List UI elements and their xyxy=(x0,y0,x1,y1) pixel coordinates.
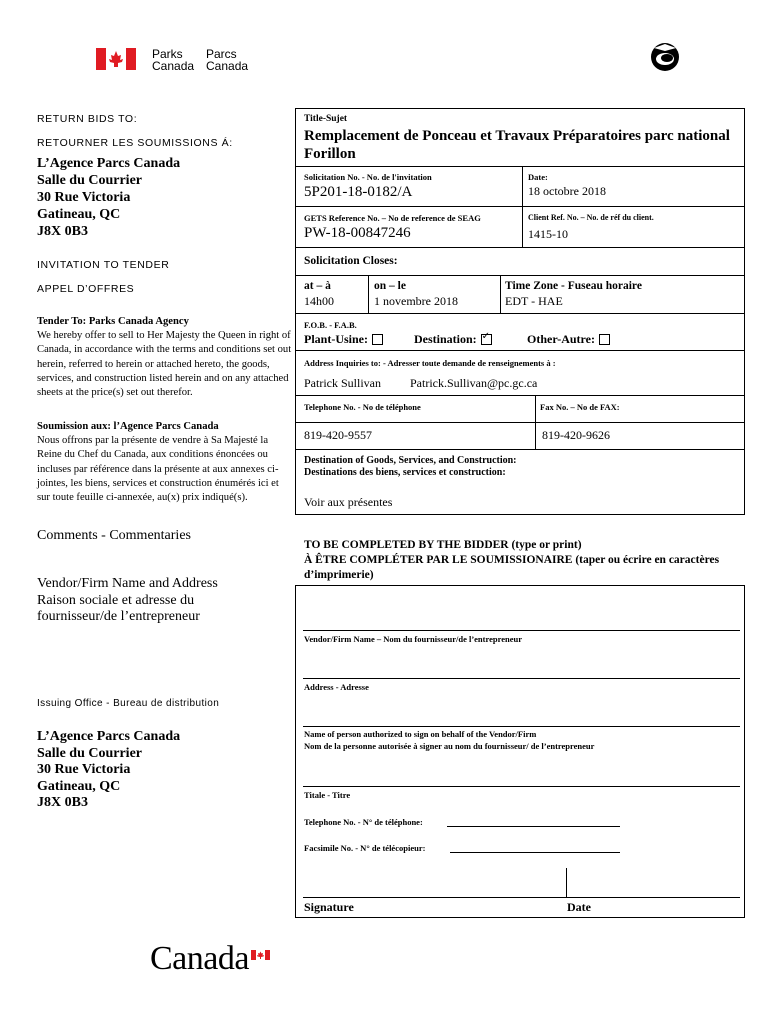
canada-wordmark: Canada xyxy=(150,940,249,977)
solicitation-label: Solicitation No. - No. de l'invitation xyxy=(304,172,432,182)
title-value: Remplacement de Ponceau et Travaux Préparatoires parc national Forillon xyxy=(304,128,730,162)
return-bids-label: RETURN BIDS TO: xyxy=(37,113,138,125)
tz-label: Time Zone - Fuseau horaire xyxy=(505,280,642,292)
canada-wordmark-flag-icon xyxy=(251,947,270,957)
signature-date-label: Date xyxy=(567,900,591,914)
return-address: L’Agence Parcs Canada Salle du Courrier 30 Rue Victoria Gatineau, QC J8X 0B3 xyxy=(37,156,181,239)
contact-email[interactable]: Patrick.Sullivan@pc.gc.ca xyxy=(410,376,538,390)
destination-checkbox[interactable] xyxy=(481,334,492,345)
plant-usine-field: Plant-Usine: xyxy=(304,332,383,347)
client-value: 1415-10 xyxy=(528,227,568,241)
bidder-tel-input[interactable] xyxy=(447,812,620,826)
signature-date-input[interactable] xyxy=(567,868,740,896)
fob-label: F.O.B. - F.A.B. xyxy=(304,320,357,330)
comments-label: Comments - Commentaries xyxy=(37,528,191,543)
beaver-emblem-icon xyxy=(650,42,680,72)
title-label: Title-Sujet xyxy=(304,114,348,124)
address-label: Address - Adresse xyxy=(304,682,369,692)
fax-label: Fax No. – No de FAX: xyxy=(540,402,620,412)
issuing-address: L’Agence Parcs Canada Salle du Courrier 30 Rue Victoria Gatineau, QC J8X 0B3 xyxy=(37,729,181,810)
vendor-name-label: Vendor/Firm Name – Nom du fournisseur/de l’entrepreneur xyxy=(304,634,522,644)
destination-field: Destination:✓ xyxy=(414,332,492,347)
fax-value: 819-420-9626 xyxy=(542,428,610,442)
issuing-office-label: Issuing Office - Bureau de distribution xyxy=(37,698,220,709)
on-value: 1 novembre 2018 xyxy=(374,294,458,308)
bidder-tel-label: Telephone No. - N° de téléphone: xyxy=(304,817,423,827)
voir-text: Voir aux présentes xyxy=(304,495,393,509)
bidder-fax-label: Facsimile No. - N° de télécopieur: xyxy=(304,843,426,853)
vendor-firm-label: Vendor/Firm Name and Address Raison sociale et adresse du fournisseur/de l’entrepreneur xyxy=(37,576,218,624)
vendor-name-input[interactable] xyxy=(303,590,740,628)
signature-input[interactable] xyxy=(303,868,565,896)
bidder-fax-input[interactable] xyxy=(450,838,620,852)
wordmark-fr: Parcs Canada xyxy=(206,47,249,73)
title-field-label: Titale - Titre xyxy=(304,790,351,800)
plant-checkbox[interactable] xyxy=(372,334,383,345)
other-field: Other-Autre: xyxy=(527,332,610,347)
title-input[interactable] xyxy=(303,755,740,785)
at-value: 14h00 xyxy=(304,294,334,308)
bidder-heading: TO BE COMPLETED BY THE BIDDER (type or print) À ÊTRE COMPLÉTER PAR LE SOUMISSIONAIRE (taper ou écrire en caractères d’imprimerie) xyxy=(304,539,720,581)
authorized-name-label: Name of person authorized to sign on behalf of the Vendor/Firm Nom de la personne autorisée à signer au nom du fournisseur/ de l’entrepreneur xyxy=(304,729,595,751)
wordmark-en: Parks Canada xyxy=(152,47,195,73)
at-label: at – à xyxy=(304,280,331,292)
signature-label: Signature xyxy=(304,900,354,914)
other-checkbox[interactable] xyxy=(599,334,610,345)
tz-value: EDT - HAE xyxy=(505,294,563,308)
client-label: Client Ref. No. – No. de réf du client. xyxy=(528,213,654,222)
closes-label: Solicitation Closes: xyxy=(304,255,398,267)
invitation-label: INVITATION TO TENDER xyxy=(37,259,170,271)
address-input[interactable] xyxy=(303,645,740,677)
gets-value: PW-18-00847246 xyxy=(304,225,411,241)
gets-label: GETS Reference No. – No de reference de SEAG xyxy=(304,213,481,223)
date-value: 18 octobre 2018 xyxy=(528,184,606,198)
solicitation-value: 5P201-18-0182/A xyxy=(304,184,413,200)
on-label: on – le xyxy=(374,280,406,292)
address-inquiries-label: Address Inquiries to: - Adresser toute demande de renseignements à : xyxy=(304,358,556,368)
contact-name: Patrick Sullivan xyxy=(304,376,381,390)
tel-label: Telephone No. - No de téléphone xyxy=(304,402,421,412)
retourner-label: RETOURNER LES SOUMISSIONS Á: xyxy=(37,137,233,149)
tel-value: 819-420-9557 xyxy=(304,428,372,442)
solicitation-form-box xyxy=(295,108,745,515)
parks-canada-flag-logo xyxy=(96,48,136,70)
authorized-name-input[interactable] xyxy=(303,694,740,725)
date-label: Date: xyxy=(528,172,548,182)
tender-to-block: Tender To: Parks Canada Agency We hereby offer to sell to Her Majesty the Queen in right of Canada, in accordance with the terms and conditions set out herein, referred to herein or attached hereto, the goods, services, and construction listed herein and on any attached sheets at the price(s) set out therefor. xyxy=(37,316,292,399)
destination-goods-label: Destination of Goods, Services, and Construction: Destinations des biens, services et construction: xyxy=(304,455,517,478)
appel-label: APPEL D’OFFRES xyxy=(37,283,135,295)
soumission-block: Soumission aux: l’Agence Parcs Canada Nous offrons par la présente de vendre à Sa Majesté la Reine du Chef du Canada, aux conditions énoncées ou incluses par référence dans la présente at aux annexes ci-jointes, les biens, services et construction énumérés ici et sur toute feuille ci-annexée, au(x) prix indiqué(s). xyxy=(37,421,279,504)
